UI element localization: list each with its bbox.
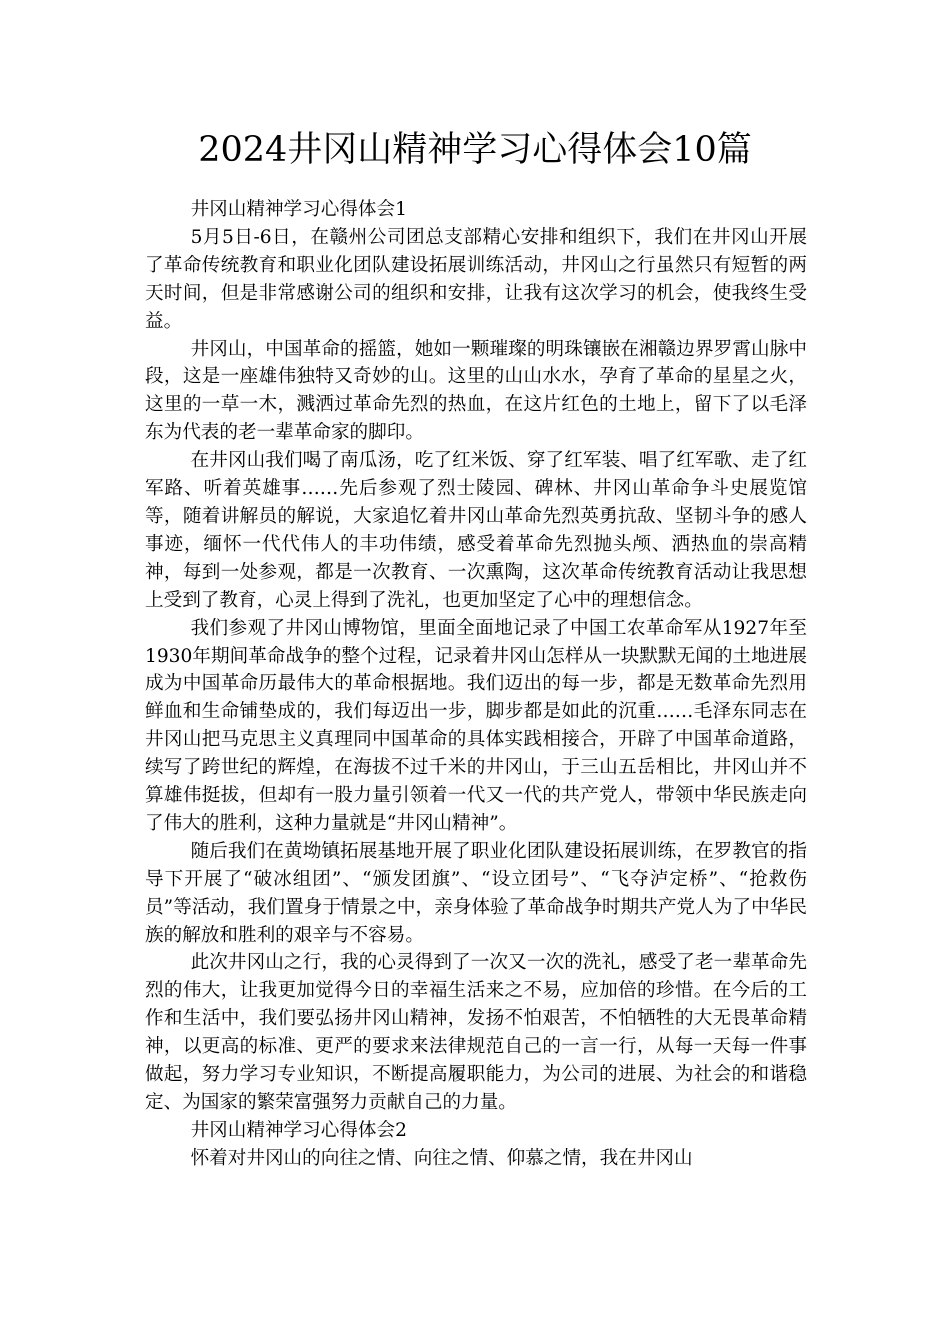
section-heading-2: 井冈山精神学习心得体会2 (190, 1119, 407, 1141)
document-body (145, 196, 807, 1173)
paragraph: 此次井冈山之行，我的心灵得到了一次又一次的洗礼，感受了老一辈革命先烈的伟大，让我更加觉得今日的幸福生活来之不易，应加倍的珍惜。在今后的工作和生活中，我们要弘扬井冈山精神，发扬不怕艰苦，不怕牺牲的大无畏革命精神，以更高的标准、更严的要求来法律规范自己的一言一行，从每一天每一件事做起，努力学习专业知识，不断提高履职能力，为公司的进展、为社会的和谐稳定、为国家的繁荣富强努力贡献自己的力量。 (145, 952, 807, 1113)
document-title: 2024井冈山精神学习心得体会10篇 (198, 130, 752, 170)
section-heading-1: 井冈山精神学习心得体会1 (190, 199, 407, 220)
paragraph: 我们参观了井冈山博物馆，里面全面地记录了中国工农革命军从1927年至1930年期间革命战争的整个过程，记录着井冈山怎样从一块默默无闻的土地进展成为中国革命历最伟大的革命根据地。我们迈出的每一步，都是无数革命先烈用鲜血和生命铺垫成的，我们每迈出一步，脚步都是如此的沉重……毛泽东同志在井冈山把马克思主义真理同中国革命的具体实践相接合，开辟了中国革命道路，续写了跨世纪的辉煌，在海拔不过千米的井冈山，于三山五岳相比，井冈山并不算雄伟挺拔，但却有一股力量引领着一代又一代的共产党人，带领中华民族走向了伟大的胜利，这种力量就是“井冈山精神”。 (145, 617, 807, 834)
paragraph: 5月5日-6日，在赣州公司团总支部精心安排和组织下，我们在井冈山开展了革命传统教育和职业化团队建设拓展训练活动，井冈山之行虽然只有短暂的两天时间，但是非常感谢公司的组织和安排，让我有这次学习的机会，使我终生受益。 (145, 226, 807, 332)
paragraph: 随后我们在黄坳镇拓展基地开展了职业化团队建设拓展训练，在罗教官的指导下开展了“破冰组团”、“颁发团旗”、“设立团号”、“飞夺泸定桥”、“抢救伤员”等活动，我们置身于情景之中，亲身体验了革命战争时期共产党人为了中华民族的解放和胜利的艰辛与不容易。 (145, 840, 807, 946)
paragraph: 井冈山，中国革命的摇篮，她如一颗璀璨的明珠镶嵌在湘赣边界罗霄山脉中段，这是一座雄伟独特又奇妙的山。这里的山山水水，孕育了革命的星星之火，这里的一草一木，溅洒过革命先烈的热血，在这片红色的土地上，留下了以毛泽东为代表的老一辈革命家的脚印。 (145, 338, 807, 444)
paragraph: 在井冈山我们喝了南瓜汤，吃了红米饭、穿了红军装、唱了红军歌、走了红军路、听着英雄事……先后参观了烈士陵园、碑林、井冈山革命争斗史展览馆等，随着讲解员的解说，大家追忆着井冈山革命先烈英勇抗敌、坚韧斗争的感人事迹，缅怀一代代伟人的丰功伟绩，感受着革命先烈抛头颅、洒热血的崇高精神，每到一处参观，都是一次教育、一次熏陶，这次革命传统教育活动让我思想上受到了教育，心灵上得到了洗礼，也更加坚定了心中的理想信念。 (145, 450, 807, 611)
paragraph: 怀着对井冈山的向往之情、向往之情、仰慕之情，我在井冈山 (190, 1147, 693, 1169)
